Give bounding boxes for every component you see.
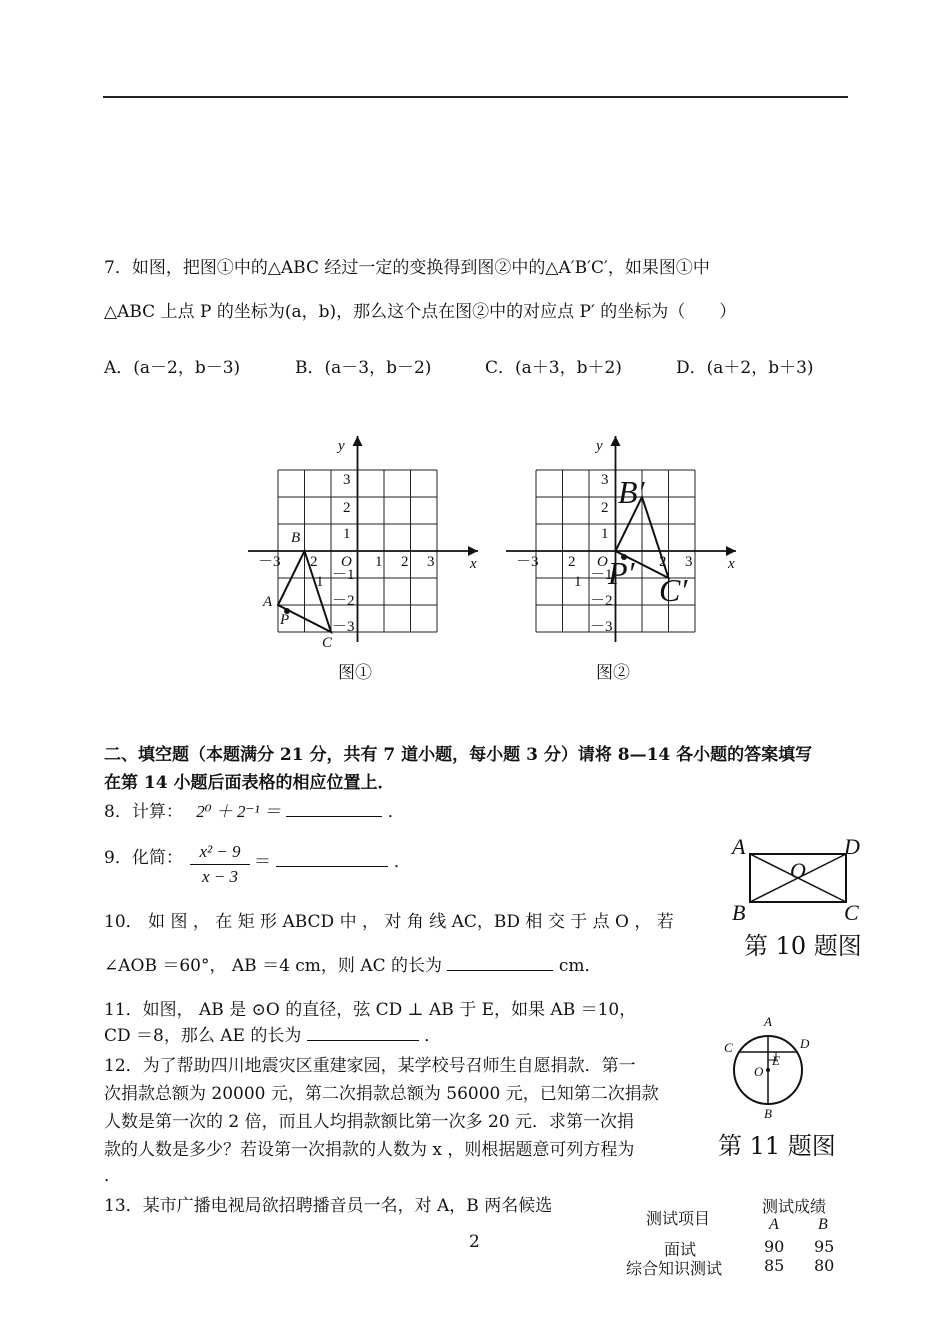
- header-rule: [103, 96, 848, 98]
- figure-1-grid: [240, 428, 490, 653]
- q12-line4: 款的人数是多少？若设第一次捐款的人数为 x ，则根据题意可列方程为: [104, 1140, 635, 1160]
- q7-line2: △ABC 上点 P 的坐标为(a，b)，那么这个点在图②中的对应点 P′ 的坐标为（ ）: [104, 302, 737, 322]
- q13-table-header-item: 测试项目: [646, 1209, 711, 1228]
- q13-table-row2-a: 85: [764, 1256, 785, 1275]
- q9-suffix: ．: [393, 852, 411, 872]
- svg-text:3: 3: [601, 472, 609, 488]
- q11-line1: 11．如图， AB 是 ⊙O 的直径，弦 CD ⊥ AB 于 E，如果 AB ＝10，: [104, 1000, 637, 1020]
- q13-table-col-a: A: [769, 1216, 779, 1233]
- svg-text:2: 2: [401, 554, 409, 570]
- svg-text:－1: －1: [332, 567, 355, 583]
- fig10-label-b: B: [732, 900, 746, 920]
- svg-text:O: O: [341, 554, 352, 570]
- figure-11-circle: [718, 1010, 818, 1122]
- q9-answer-blank: [276, 850, 388, 867]
- fig10-label-c: C: [844, 900, 859, 920]
- q12-line5: ．: [104, 1166, 121, 1186]
- fig1-x-axis-label: x: [470, 556, 477, 572]
- figure-11-caption: 第 11 题图: [718, 1132, 836, 1160]
- q12-line2: 次捐款总额为 20000 元，第二次捐款总额为 56000 元，已知第二次捐款: [104, 1084, 659, 1104]
- q7-option-d: D．(a＋2，b＋3): [676, 358, 814, 378]
- q13-table-row1-b: 95: [814, 1237, 835, 1256]
- q11-answer-blank: [307, 1024, 419, 1041]
- q10-answer-blank: [447, 954, 553, 971]
- q9-numerator: x² − 9: [190, 842, 250, 865]
- fig11-label-o: O: [754, 1064, 764, 1079]
- fig1-y-axis-label: y: [338, 438, 345, 454]
- fig11-label-e: E: [772, 1053, 780, 1068]
- q10-line1: 10． 如 图 ， 在 矩 形 ABCD 中 ， 对 角 线 AC，BD 相 交 于 点 O ， 若: [104, 912, 674, 932]
- q13-table-row2-b: 80: [814, 1256, 835, 1275]
- q10-line2: [104, 954, 602, 978]
- svg-text:－3: －3: [590, 619, 613, 635]
- svg-text:1: 1: [601, 526, 609, 542]
- q8-suffix: ．: [387, 802, 405, 822]
- fig11-label-b: B: [764, 1106, 772, 1121]
- fig1-label-p: P: [280, 612, 290, 628]
- svg-text:2: 2: [601, 500, 609, 516]
- fig2-y-axis-label: y: [596, 438, 603, 454]
- q12-line1: 12．为了帮助四川地震灾区重建家园，某学校号召师生自愿捐款．第一: [104, 1056, 636, 1076]
- fig11-label-d: D: [800, 1036, 810, 1051]
- figure-1-caption: 图①: [338, 663, 372, 683]
- svg-text:－3: －3: [516, 554, 539, 570]
- svg-text:－2: －2: [332, 593, 355, 609]
- fig1-label-c: C: [322, 635, 333, 651]
- svg-text:－1: －1: [590, 567, 613, 583]
- q7-option-c: C．(a＋3，b＋2): [485, 358, 622, 378]
- svg-text:－3: －3: [332, 619, 355, 635]
- svg-text:1: 1: [316, 574, 324, 590]
- q10-line2-text: ∠AOB ＝60°， AB ＝4 cm，则 AC 的长为: [104, 956, 443, 976]
- q13-table-col-b: B: [818, 1216, 828, 1233]
- svg-text:1: 1: [574, 574, 582, 590]
- q7-option-a: A．(a－2，b－3): [104, 358, 241, 378]
- q8-prefix: 8．计算：: [104, 802, 183, 822]
- fig2-label-b: B′: [618, 474, 645, 510]
- q9-equals: ＝: [254, 852, 271, 872]
- figure-2-grid: [498, 428, 748, 653]
- fig10-label-d: D: [844, 834, 860, 859]
- fig1-label-b: B: [291, 530, 301, 546]
- page-number: 2: [469, 1232, 480, 1252]
- q8-expression: 2⁰ ＋ 2⁻¹ ＝: [196, 802, 281, 821]
- section2-line1: 二、填空题（本题满分 21 分，共有 7 道小题，每小题 3 分）请将 8—14 各小题的答案填写: [104, 745, 813, 765]
- q9-denominator: x − 3: [201, 867, 239, 886]
- q9-fraction: [190, 842, 250, 887]
- q8-line: [104, 800, 405, 824]
- svg-text:1: 1: [343, 526, 351, 542]
- fig1-label-a: A: [263, 594, 273, 610]
- figure-10-rectangle: [728, 830, 868, 920]
- fig11-label-c: C: [724, 1040, 733, 1055]
- q11-line2-suffix: ．: [424, 1026, 442, 1046]
- fig10-label-a: A: [732, 834, 746, 859]
- svg-text:2: 2: [659, 554, 667, 570]
- q9-answer-line: [254, 850, 411, 874]
- svg-text:－2: －2: [590, 593, 613, 609]
- q8-answer-blank: [286, 800, 382, 817]
- q9-prefix: 9．化简：: [104, 848, 183, 868]
- figure-2-caption: 图②: [596, 663, 630, 683]
- q7-option-b: B．(a－3，b－2): [295, 358, 432, 378]
- q11-line2-text: CD ＝8，那么 AE 的长为: [104, 1026, 302, 1046]
- svg-text:1: 1: [375, 554, 383, 570]
- q12-line3: 人数是第一次的 2 倍，而且人均捐款额比第一次多 20 元．求第一次捐: [104, 1112, 635, 1132]
- fig10-label-o: O: [790, 858, 806, 883]
- section2-line2: 在第 14 小题后面表格的相应位置上．: [104, 773, 395, 793]
- svg-text:2: 2: [568, 554, 576, 570]
- svg-text:3: 3: [685, 554, 693, 570]
- fig11-label-a: A: [764, 1014, 772, 1029]
- fig2-x-axis-label: x: [728, 556, 735, 572]
- fig2-label-p: P′: [608, 555, 635, 591]
- q13-table-row1-item: 面试: [664, 1240, 697, 1259]
- q13-table-header-score: 测试成绩: [762, 1197, 827, 1216]
- q13-text: 13．某市广播电视局欲招聘播音员一名，对 A，B 两名候选: [104, 1196, 553, 1216]
- svg-text:O: O: [597, 554, 608, 570]
- q10-line2-unit: cm．: [558, 956, 602, 976]
- q13-table-row1-a: 90: [764, 1237, 785, 1256]
- fig2-label-c: C′: [659, 572, 688, 608]
- q11-line2: [104, 1024, 441, 1048]
- svg-text:3: 3: [343, 472, 351, 488]
- svg-text:－3: －3: [258, 554, 281, 570]
- svg-text:2: 2: [310, 554, 318, 570]
- figure-10-caption: 第 10 题图: [744, 932, 862, 960]
- q13-table-row2-item: 综合知识测试: [626, 1259, 723, 1278]
- svg-text:3: 3: [427, 554, 435, 570]
- q7-line1: 7．如图，把图①中的△ABC 经过一定的变换得到图②中的△A′B′C′，如果图①中: [104, 258, 710, 278]
- svg-text:2: 2: [343, 500, 351, 516]
